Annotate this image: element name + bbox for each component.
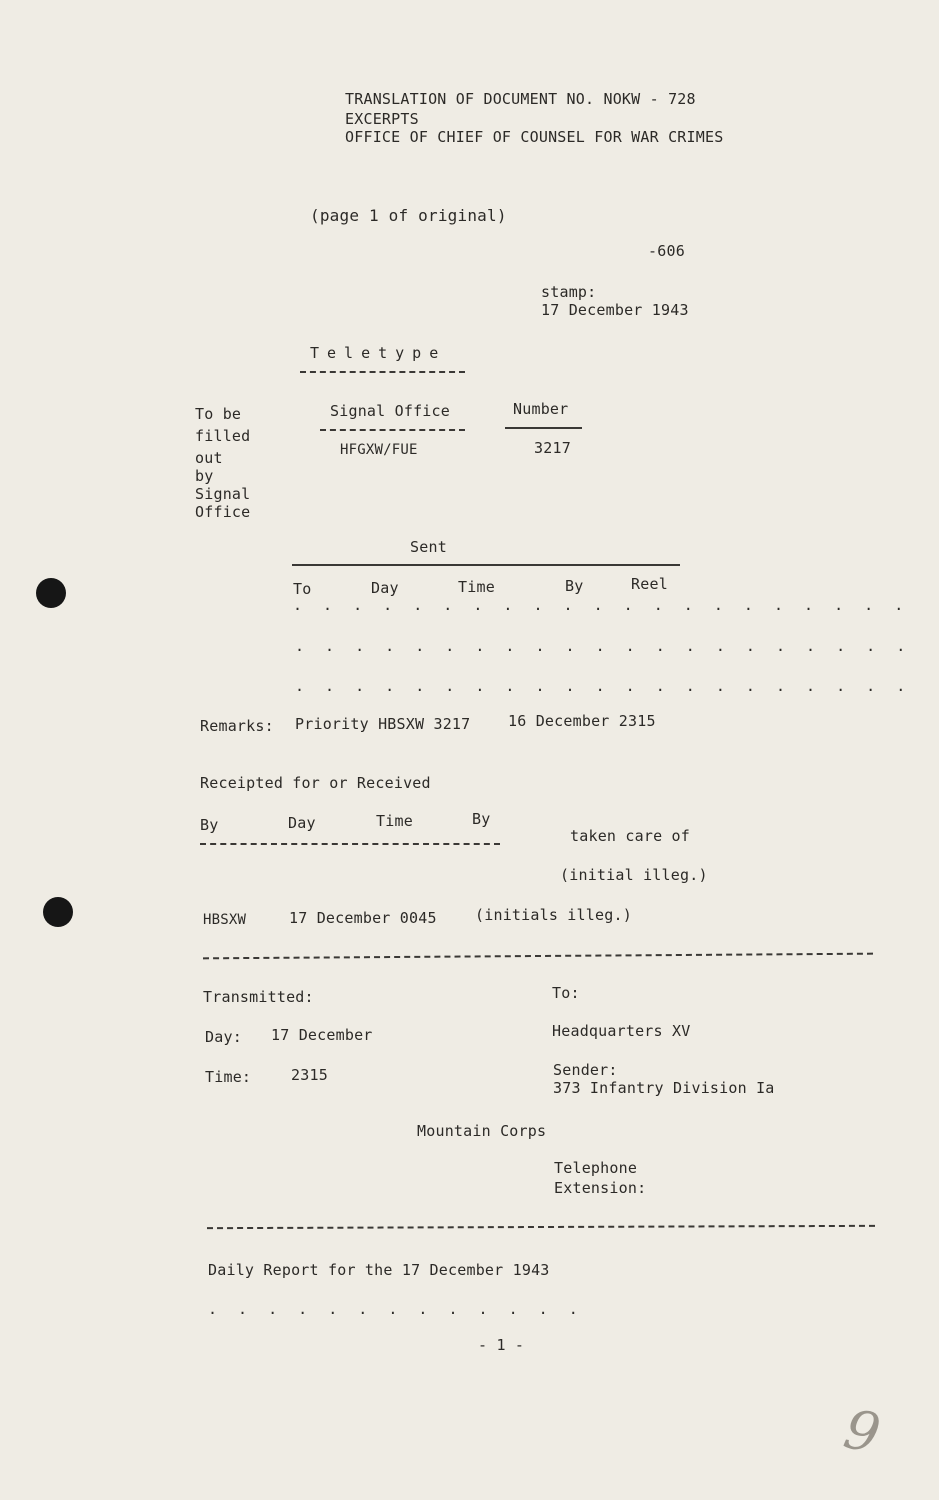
sent-rule <box>292 564 680 566</box>
receipt-entry-initials: (initials illeg.) <box>475 906 632 924</box>
stamp-date: 17 December 1943 <box>541 301 689 319</box>
section-divider-1 <box>203 953 873 960</box>
side-label-1: To be <box>195 405 242 423</box>
header-line-2: EXCERPTS <box>345 110 419 128</box>
side-label-2: filled <box>195 427 251 445</box>
to-label: To: <box>552 984 580 1002</box>
signal-office-underline <box>320 429 465 431</box>
remarks-label: Remarks: <box>200 717 274 735</box>
number-header: Number <box>513 400 569 418</box>
document-number: -606 <box>648 242 685 260</box>
receipted-col-time: Time <box>376 812 413 830</box>
to-value: Headquarters XV <box>552 1022 691 1040</box>
side-label-6: Office <box>195 503 251 521</box>
extension-label: Extension: <box>554 1179 647 1197</box>
sent-dotted-line-2: . . . . . . . . . . . . . . . . . . . . . <box>295 637 912 655</box>
sent-col-day: Day <box>371 579 399 597</box>
side-label-3: out <box>195 449 223 467</box>
sent-dotted-line-3: . . . . . . . . . . . . . . . . . . . . . <box>295 677 912 695</box>
day-value: 17 December <box>271 1026 373 1044</box>
number-underline <box>505 427 582 429</box>
remarks-priority: Priority HBSXW 3217 <box>295 715 471 733</box>
sender-value: 373 Infantry Division Ia <box>553 1079 775 1097</box>
receipted-col-day: Day <box>288 814 316 832</box>
punch-hole-bottom <box>43 897 73 927</box>
signal-office-header: Signal Office <box>330 402 450 420</box>
sender-label: Sender: <box>553 1061 618 1079</box>
sent-col-to: To <box>293 580 312 598</box>
remarks-date: 16 December 2315 <box>508 712 656 730</box>
taken-care-text: taken care of <box>570 827 690 845</box>
sent-dotted-line-1: . . . . . . . . . . . . . . . . . . . . . <box>293 596 910 614</box>
day-label: Day: <box>205 1028 242 1046</box>
initial-illeg-text: (initial illeg.) <box>560 866 708 884</box>
teletype-title: Teletype <box>310 344 447 362</box>
mountain-corps: Mountain Corps <box>417 1122 547 1140</box>
page-reference: (page 1 of original) <box>310 206 507 225</box>
sent-col-reel: Reel <box>631 575 668 593</box>
transmitted-label: Transmitted: <box>203 988 314 1006</box>
receipted-col-by: By <box>200 816 219 834</box>
time-value: 2315 <box>291 1066 328 1084</box>
time-label: Time: <box>205 1068 252 1086</box>
header-line-1: TRANSLATION OF DOCUMENT NO. NOKW - 728 <box>345 90 696 108</box>
receipt-entry-by: HBSXW <box>203 912 247 928</box>
section-divider-2 <box>207 1225 875 1229</box>
sent-col-time: Time <box>458 578 495 596</box>
receipted-title: Receipted for or Received <box>200 774 431 792</box>
sent-title: Sent <box>410 538 447 556</box>
sent-col-by: By <box>565 577 584 595</box>
punch-hole-top <box>36 578 66 608</box>
teletype-underline <box>300 371 465 373</box>
receipted-rule <box>200 843 500 845</box>
side-label-5: Signal <box>195 485 251 503</box>
header-line-3: OFFICE OF CHIEF OF COUNSEL FOR WAR CRIMES <box>345 128 724 146</box>
stamp-label: stamp: <box>541 283 597 301</box>
receipted-col-by2: By <box>472 810 491 828</box>
handwritten-folio-mark: 9 <box>838 1397 886 1466</box>
page-number: - 1 - <box>478 1336 525 1354</box>
report-dotted-line: . . . . . . . . . . . . . <box>208 1300 584 1318</box>
report-title: Daily Report for the 17 December 1943 <box>208 1261 550 1279</box>
signal-office-value: HFGXW/FUE <box>340 442 418 458</box>
side-label-4: by <box>195 467 214 485</box>
telephone-label: Telephone <box>554 1159 638 1177</box>
receipt-entry-date: 17 December 0045 <box>289 909 437 927</box>
number-value: 3217 <box>534 439 571 457</box>
